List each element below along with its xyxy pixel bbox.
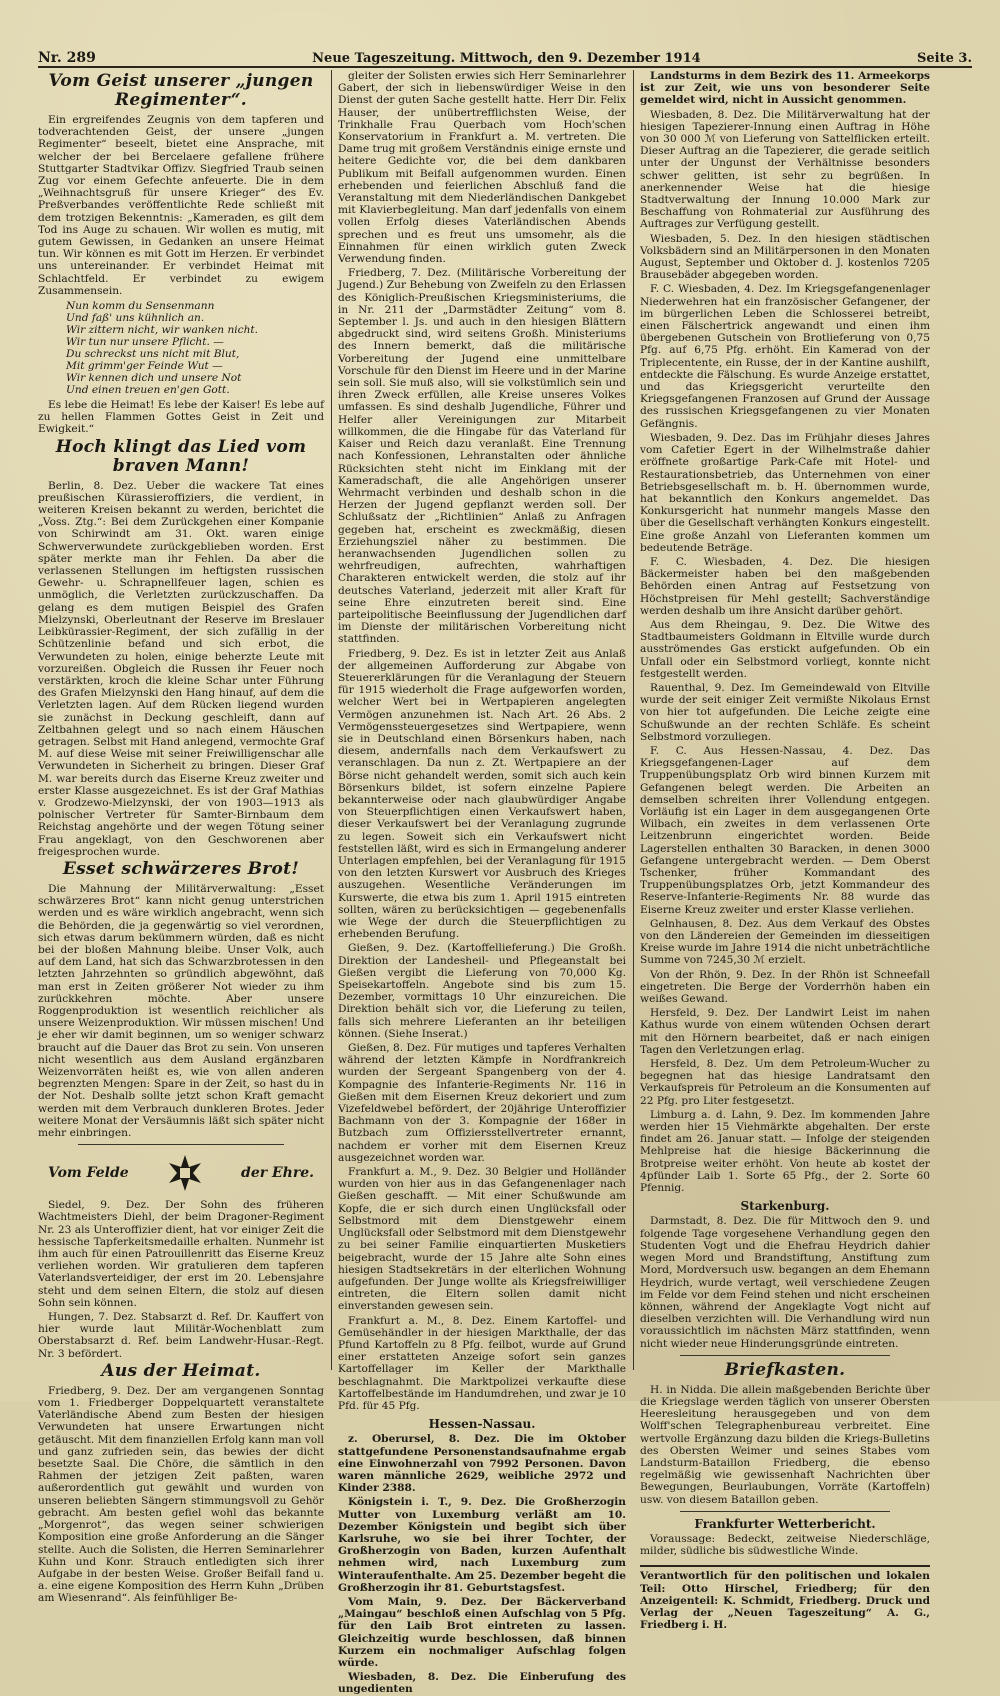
article-paragraph: z. Oberursel, 8. Dez. Die im Oktober stattgefundene Personenstandsaufnahme ergab eine Einwohnerzahl von 7992 Personen. Davon waren männliche 2629, weibliche 2972 und Kinder 2388.: [338, 1433, 626, 1495]
article-paragraph: Rauenthal, 9. Dez. Im Gemeindewald von Eltville wurde der seit einiger Zeit vermißte Nikolaus Ernst von hier tot aufgefunden. Die Leiche zeigte eine Schußwunde an der rechten Schläfe. Es scheint Selbstmord vorzuliegen.: [640, 681, 930, 743]
article-paragraph: Berlin, 8. Dez. Ueber die wackere Tat eines preußischen Kürassieroffiziers, die verdient, in weiteren Kreisen bekannt zu werden, berichtet die „Voss. Ztg.“: Bei dem Zurückgehen einer Kompanie von Schirwindt am 31. Okt. waren einige Schwerverwundete zurückgeblieben worden. Erst später merkte man ihr Fehlen. Da aber die verlassenen Stellungen im heftigsten russischen Gewehr- u. Schrapnellfeuer lagen, schien es unmöglich, die Verletzten zurückzuschaffen. Da gelang es dem mutigen Beispiel des Grafen Mielzynski, Oberleutnant der Reserve im Breslauer Leibkürassier-Regiment, der sich zufällig in der Schützenlinie befand und sich erbot, die Verwundeten zu holen, einige beherzte Leute mit vorzureißen. Obgleich die Russen ihr Feuer noch verstärkten, kroch die kleine Schar unter Führung des Grafen Mielzynski den Hang hinauf, auf dem die Verletzten lagen. Auf dem Rücken liegend wurden sie zunächst in Deckung geschleift, dann auf Zeltbahnen gelegt und so nach einem Häuschen getragen. Selbst mit Hand anlegend, vermochte Graf M. auf diese Weise mit seiner Freiwilligenschar alle Verwundeten in Sicherheit zu bringen. Dieser Graf M. war bereits durch das Eiserne Kreuz zweiter und erster Klasse ausgezeichnet. Es ist der Graf Mathias v. Grodzewo-Mielzynski, der von 1903—1913 als polnischer Vertreter für Samter-Birnbaum dem Reichstag angehörte und der wegen Tötung seiner Frau angeklagt, von den Geschworenen aber freigesprochen wurde.: [38, 479, 324, 858]
poem-line: Wir tun nur unsere Pflicht. —: [66, 336, 224, 349]
poem-line: Nun komm du Sensenmann: [66, 300, 215, 313]
article-paragraph: Aus dem Rheingau, 9. Dez. Die Witwe des Stadtbaumeisters Goldmann in Eltville wurde durch ausströmendes Gas erstickt aufgefunden. Ob ein Unfall oder ein Selbstmord vorliegt, konnte nicht festgestellt werden.: [640, 618, 930, 680]
article-paragraph: Hungen, 7. Dez. Stabsarzt d. Ref. Dr. Kauffert von hier wurde laut Militär-Wochenblatt zum Oberstabsarzt d. Ref. beim Landwehr-Husar.-Regt. Nr. 3 befördert.: [38, 1311, 324, 1360]
section-heading-starkenburg: Starkenburg.: [740, 1199, 830, 1214]
article-paragraph: Hersfeld, 8. Dez. Um dem Petroleum-Wucher zu begegnen hat das hiesige Landratsamt den Verkaufspreis für Petroleum an die Konsumenten auf 22 Pfg. pro Liter festgesetzt.: [640, 1058, 930, 1107]
section-header-right: der Ehre.: [241, 1165, 314, 1182]
article-paragraph: Gießen, 8. Dez. Für mutiges und tapferes Verhalten während der letzten Kämpfe in Nordfrankreich wurden der Sergeant Spangenberg von der 4. Kompagnie des Infanterie-Regiments Nr. 116 in Gießen mit dem Eisernen Kreuz dekoriert und zum Vizefeldwebel befördert, der 20jährige Unteroffizier Bachmann von der 3. Kompagnie der 168er in Butzbach zum Offiziersstellvertreter ernannt, nachdem er vorher mit dem Eisernen Kreuz ausgezeichnet worden war.: [338, 1042, 626, 1164]
divider: [680, 1511, 890, 1512]
headline-geist: Vom Geist unserer „jungen Regimenter“.: [48, 71, 314, 110]
iron-cross-icon: [165, 1153, 205, 1193]
article-paragraph: Königstein i. T., 9. Dez. Die Großherzogin Mutter von Luxemburg verläßt am 10. Dezember Königstein und begibt sich über Karlsruhe, wo sie bei ihrer Tochter, der Großherzogin von Baden, kurzen Aufenthalt nehmen wird, nach Luxemburg zum Winteraufenthalte. Am 25. Dezember begeht die Großherzogin ihr 81. Geburtstagsfest.: [338, 1496, 627, 1594]
article-paragraph: Friedberg, 7. Dez. (Militärische Vorbereitung der Jugend.) Zur Behebung von Zweifeln zu den Erlassen des Königlich-Preußischen Kriegsministeriums, die in Nr. 211 der „Darmstädter Zeitung“ vom 8. September l. Js. und auch in den hiesigen Blättern abgedruckt sind, wird seitens Großh. Ministeriums des Innern bemerkt, daß die militärische Vorbereitung der Jugend eine unmittelbare Vorschule für den Dienst im Heere und in der Marine sein soll. Sie muß also, will sie volkstümlich sein und ihren Zweck erfüllen, alle Kreise unseres Volkes umfassen. Es sind deshalb Jugendliche, Führer und Helfer aller Vereinigungen zur Mitarbeit willkommen, die die Hingabe für das Vaterland für Kaiser und Reich dazu veranlaßt. Eine Trennung nach Konfessionen, Lehranstalten oder ähnliche Rücksichten steht nicht im Einklang mit der Kameradschaft, die alle Angehörigen unserer Wehrmacht verbinden und deshalb schon in die Herzen der Jugend gepflanzt werden soll. Der Schlußsatz der „Richtlinien“ Anlaß zu Anfragen gegeben hat, erscheint es zweckmäßig, diesen Erziehungsziel näher zu bestimmen. Die heranwachsenden Jugendlichen sollen zu wehrfreudigen, aufrechten, wahrhaftigen Charakteren entwickelt werden, die stolz auf ihr deutsches Vaterland, jederzeit mit aller Kraft für seine Ehre einzutreten bereit sind. Eine parteipolitische Beeinflussung der Jugendlichen darf im Dienste der militärischen Vorbereitung nicht stattfinden.: [338, 267, 626, 646]
article-paragraph: Ein ergreifendes Zeugnis von dem tapferen und todverachtenden Geist, der unsere „jungen Regimenter“ beseelt, bietet eine Ansprache, mit welcher der bei Bercelaere gefallene frühere Stuttgarter Stadtvikar Offizv. Siegfried Traub seinen Zug vor einem Gefechte anfeuerte. Die in dem „Weihnachtsgruß für unsere Krieger“ des Ev. Preßverbandes veröffentlichte Rede schließt mit dem trotzigen Bekenntnis: „Kameraden, es gilt dem Tod ins Auge zu schauen. Wir wollen es mutig, mit gutem Gewissen, in Gedanken an unsere Heimat tun. Wir können es mit Gott im Herzen. Er verbindet uns untereinander. Er verbindet Heimat mit Schlachtfeld. Er verbindet zu ewigem Zusammensein.: [38, 114, 324, 297]
headline-briefkasten: Briefkasten.: [724, 1359, 846, 1380]
column-1: [38, 70, 324, 1605]
article-paragraph: Von der Rhön, 9. Dez. In der Rhön ist Schneefall eingetreten. Die Berge der Vorderrhön haben ein weißes Gewand.: [640, 968, 930, 1006]
article-paragraph: F. C. Aus Hessen-Nassau, 4. Dez. Das Kriegsgefangenen-Lager auf dem Truppenübungsplatz Orb wird binnen Kurzem mit Gefangenen belegt werden. Die Arbeiten an demselben schreiten ihrer Vollendung entgegen. Vorläufig ist ein Lager in dem ausgegangenen Orte Wilbach, ein zweites in dem verlassenen Orte Leitzenbrunn eingerichtet worden. Beide Lagerstellen enthalten 30 Baracken, in denen 3000 Gefangene untergebracht werden. — Dem Oberst Tschenker, früher Kommandant des Truppenübungsplatzes Orb, jetzt Kommandeur des Reserve-Infanterie-Regiments Nr. 88 wurde das Eiserne Kreuz zweiter und erster Klasse verliehen.: [640, 744, 930, 916]
divider: [78, 1144, 284, 1145]
poem-line: Und faß' uns kühnlich an.: [66, 312, 205, 325]
section-heading-wetterbericht: Frankfurter Wetterbericht.: [694, 1516, 876, 1531]
poem: [66, 300, 324, 396]
article-paragraph: Wiesbaden, 9. Dez. Das im Frühjahr dieses Jahres vom Cafetier Egert in der Wilhelmstraße dahier eröffnete großartige Park-Cafe mit Hotel- und Restaurationsbetrieb, das Unternehmen von einer Betriebsgesellschaft m. b. H. übernommen wurde, hat bekanntlich den Konkurs angemeldet. Das Konkursgericht hat nunmehr mangels Masse den über die Gesellschaft verhängten Konkurs eingestellt. Eine große Anzahl von Lieferanten kommen um bedeutende Beträge.: [640, 431, 930, 554]
article-paragraph: Hersfeld, 9. Dez. Der Landwirt Leist im nahen Kathus wurde von einem wütenden Ochsen derart mit den Hörnern bearbeitet, daß er nach einigen Tagen den Verletzungen erlag.: [640, 1007, 930, 1056]
section-heading-hessen-nassau: Hessen-Nassau.: [428, 1417, 536, 1432]
headline-brot: Esset schwärzeres Brot!: [62, 858, 300, 879]
section-header-felde: [48, 1153, 314, 1193]
poem-line: Du schreckst uns nicht mit Blut,: [66, 348, 240, 361]
article-paragraph: Die Mahnung der Militärverwaltung: „Esset schwärzeres Brot“ kann nicht genug unterstrichen werden und es wäre wirklich angebracht, wenn sich die Behörden, die ja gegenwärtig so viel verordnen, sich etwas darum bekümmern würden, daß es nicht bei der bloßen Mahnung bleibe. Unser Volk, auch auf dem Land, hat sich das Schwarzbrotessen in den letzten Jahrzehnten so gründlich abgewöhnt, daß man erst in Zeiten größerer Not wieder zu ihm zurückkehren möchte. Aber unsere Roggenproduktion ist wesentlich reichlicher als unsere Weizenproduktion. Wir müssen mischen! Und je eher wir damit beginnen, um so weniger schwarz braucht auf die Dauer das Brot zu sein. Von unseren nicht wesentlich aus dem Ausland ergänzbaren Weizenvorräten heißt es, wie von allen anderen begrenzten Mengen: Spare in der Zeit, so hast du in der Not. Deshalb sollte jetzt schon Kraft gemacht werden mit dem Verbrauch dunkleren Brotes. Jeder weitere Monat der Versäumnis läßt sich später nicht mehr einbringen.: [38, 882, 324, 1140]
column-3: [640, 70, 930, 1632]
divider: [680, 1355, 890, 1356]
article-paragraph: Landsturms in dem Bezirk des 11. Armeekorps ist zur Zeit, wie uns von besonderer Seite gemeldet wird, nicht in Aussicht genommen.: [640, 70, 930, 107]
article-paragraph: Siedel, 9. Dez. Der Sohn des früheren Wachtmeisters Diehl, der beim Dragoner-Regiment Nr. 23 als Unteroffizier dient, hat vor einiger Zeit die hessische Tapferkeitsmedaille erhalten. Nunmehr ist ihm auch für einen Patrouillenritt das Eiserne Kreuz verliehen worden. Wir gratulieren dem tapferen Vaterlandsverteidiger, der erst im 20. Lebensjahre steht und dem seinen Eltern, die stolz auf diesen Sohn sein können.: [38, 1199, 324, 1309]
section-header-left: Vom Felde: [48, 1165, 129, 1182]
article-paragraph: Darmstadt, 8. Dez. Die für Mittwoch den 9. und folgende Tage vorgesehene Verhandlung gegen den Studenten Vogt und die Ehefrau Heydrich dahier wegen Mord und Brandstiftung, Anstiftung zum Mord, Mordversuch usw. begangen an dem Ehemann Heydrich, wurde vertagt, weil verschiedene Zeugen im Felde vor dem Feind stehen und nicht erscheinen können, während der Angeklagte Vogt nicht auf dieselben verzichten will. Die Verhandlung wird nun voraussichtlich im nächsten März stattfinden, wenn nicht wieder neue Hinderungsgründe eintreten.: [640, 1215, 930, 1350]
column-2: [338, 70, 627, 1696]
article-paragraph: Friedberg, 9. Dez. Es ist in letzter Zeit aus Anlaß der allgemeinen Aufforderung zur Abgabe von Steuererklärungen für die Veranlagung der Steuern für 1915 wiederholt die Frage aufgeworfen worden, welcher Wert bei in Wertpapieren angelegten Vermögen anzunehmen ist. Nach Art. 26 Abs. 2 Vermögenssteuergesetzes sind Wertpapiere, wenn sie in Deutschland einen Börsenkurs haben, nach diesem, andernfalls nach dem Verkaufswert zu veranschlagen. Da nun z. Zt. Wertpapiere an der Börse nicht gehandelt werden, somit sich auch kein Börsenkurs bildet, ist sofern einzelne Papiere bekannterweise oder nach glaubwürdiger Angabe von Steuerpflichtigen einen Verkaufswert haben, dieser Verkaufswert bei der Veranlagung zugrunde zu legen. Soweit sich ein Verkaufswert nicht feststellen läßt, wird es sich in Ermangelung anderer Unterlagen empfehlen, bei der Veranlagung für 1915 von den letzten Kurswert vor Ausbruch des Krieges auszugehen. Wesentliche Veränderungen im Kurswerte, die etwa bis zum 1. April 1915 eintreten sollten, wären zu berücksichtigen — gegebenenfalls wie Wege der durch die Steuerpflichtigen zu erhebenden Berufung.: [338, 647, 626, 941]
article-paragraph: F. C. Wiesbaden, 4. Dez. Die hiesigen Bäckermeister haben bei den maßgebenden Behörden einen Antrag auf Festsetzung von Höchstpreisen für Mehl gestellt; Sachverständige werden deshalb um ihre Ansicht darüber gehört.: [640, 555, 930, 617]
article-paragraph: Gelnhausen, 8. Dez. Aus dem Verkauf des Obstes von den Ländereien der Gemeinden im diesseitigen Kreise wurde im Jahre 1914 die nicht unbeträchtliche Summe von 7245,30 ℳ erzielt.: [640, 917, 930, 967]
poem-line: Und einen treuen en'gen Gott.: [66, 384, 230, 397]
article-paragraph: Vom Main, 9. Dez. Der Bäckerverband „Maingau“ beschloß einen Aufschlag von 5 Pfg. für den Laib Brot eintreten zu lassen. Gleichzeitig wurde beschlossen, daß binnen Kurzem ein nochmaliger Aufschlag folgen würde.: [338, 1595, 626, 1669]
article-paragraph: Frankfurt a. M., 9. Dez. 30 Belgier und Holländer wurden von hier aus in das Gefangenenlager nach Gießen geschafft. — Mit einer Schußwunde am Kopfe, die er sich durch einen Unglücksfall oder Selbstmord mit dem Dienstgewehr einem Unglücksfall oder Selbstmord mit dem Dienstgewehr zu bei seiner Familie einquartierten Musketiers beigebracht, wurde der 15 Jahre alte Sohn eines hiesigen Stadtsekretärs in der elterlichen Wohnung aufgefunden. Der Junge wollte als Kriegsfreiwilliger eintreten, die Eltern sollen damit nicht einverstanden gewesen sein.: [338, 1166, 626, 1313]
article-paragraph: Gießen, 9. Dez. (Kartoffellieferung.) Die Großh. Direktion der Landesheil- und Pflegeanstalt bei Gießen vergibt die Lieferung von 70,000 Kg. Speisekartoffeln. Angebote sind bis zum 15. Dezember, vormittags 10 Uhr einzureichen. Die Direktion behält sich vor, die Lieferung zu teilen, falls sich mehrere Lieferanten an ihr beteiligen können. (Siehe Inserat.): [338, 942, 626, 1040]
article-paragraph: Wiesbaden, 8. Dez. Die Einberufung des ungedienten: [338, 1671, 626, 1696]
poem-line: Wir kennen dich und unsere Not: [66, 372, 242, 385]
article-paragraph: gleiter der Solisten erwies sich Herr Seminarlehrer Gabert, der sich in liebenswürdiger Weise in den Dienst der guten Sache gestellt hatte. Herr Dir. Felix Hauser, der unübertrefflichsten Weise, der Trinkhalle Frau Querbach vom Hoch'schen Konservatorium in Frankfurt a. M. vertreten. Die Dame trug mit großem Verständnis einige ernste und heitere Gedichte vor, die bei dem dankbaren Publikum mit Beifall aufgenommen wurden. Einen erhebenden und feierlichen Abschluß fand die Veranstaltung mit dem Niederländischen Dankgebet mit Klavierbegleitung. Man darf jedenfalls von einem vollen Erfolg dieses Vaterländischen Abends sprechen und es freut uns umsomehr, als die Einnahmen für einen wirklich guten Zweck Verwendung finden.: [338, 70, 626, 266]
article-paragraph: F. C. Wiesbaden, 4. Dez. Im Kriegsgefangenenlager Niederwehren hat ein französischer Gefangener, der im bürgerlichen Leben die Schlosserei betreibt, einen Fälschertrick angewandt und einen ihm übergebenen Gutschein von Brotlieferung von 0,75 Pfg. auf 6,75 Pfg. erhöht. Ein Kamerad von der Triplecentente, ein Russe, der in der Kantine aushilft, entdeckte die Fälschung. Es wurde Anzeige erstattet, und das Kriegsgericht verurteilte den Kriegsgefangenen Franzosen auf Grund der Aussage des russischen Kriegsgefangenen zu vier Monaten Gefängnis.: [640, 283, 930, 430]
headline-heimat: Aus der Heimat.: [101, 1360, 261, 1381]
article-paragraph: Wiesbaden, 5. Dez. In den hiesigen städtischen Volksbädern sind an Militärpersonen in den Monaten August, September und Oktober d. J. kostenlos 7205 Brausebäder abgegeben worden.: [640, 232, 930, 282]
page-number: Seite 3.: [917, 51, 972, 66]
column-rule: [633, 70, 634, 1370]
column-rule: [331, 70, 332, 1370]
issue-number: Nr. 289: [38, 50, 96, 66]
article-paragraph: Friedberg, 9. Dez. Der am vergangenen Sonntag vom 1. Friedberger Doppelquartett veranstaltete Vaterländische Abend zum Besten der hiesigen Verwundeten hat unsere Erwartungen nicht getäuscht. Mit dem finanziellen Erfolg kann man voll und ganz zufrieden sein, das bewies der dicht besetzte Saal. Die Chöre, die sämtlich in den Rahmen der jetzigen Zeit paßten, waren außerordentlich gut gewählt und wurden von unseren beliebten Sängern stimmungsvoll zu Gehör gebracht. Am besten gefiel wohl das bekannte „Morgenrot“, das wegen seiner schwierigen Komposition eine große Anforderung an die Sänger stellte. Auch die Solisten, die Herren Seminarlehrer Kuhn und Konr. Strauch entledigten sich ihrer Aufgabe in der besten Weise. Großer Beifall fand u. a. eine eigene Komposition des Herrn Kuhn „Drüben am Wiesenrand“. Als feinfühliger Be-: [38, 1384, 324, 1605]
headline-lied: Hoch klingt das Lied vom braven Mann!: [55, 436, 307, 476]
article-paragraph: H. in Nidda. Die allein maßgebenden Berichte über die Kriegslage werden täglich von unserer Obersten Heeresleitung herausgegeben und von dem Wolff'schen Telegraphenbureau verbreitet. Eine wertvolle Ergänzung dazu bilden die Kriegs-Bulletins des Obersten Weimer und seines Stabes vom Landsturm-Bataillon Friedberg, die ebenso regelmäßig wie gewissenhaft Nachrichten über Bewegungen, Beurlaubungen, Vorräte (Kartoffeln) usw. von diesem Bataillon geben.: [640, 1383, 930, 1506]
weather-forecast: Voraussage: Bedeckt, zeitweise Niederschläge, milder, südliche bis südwestliche Winde.: [640, 1532, 930, 1558]
imprint: Verantwortlich für den politischen und lokalen Teil: Otto Hirschel, Friedberg; für den Anzeigenteil: K. Schmidt, Friedberg. Druck und Verlag der „Neuen Tageszeitung“ A. G., Friedberg i. H.: [640, 1565, 930, 1631]
masthead: [38, 42, 972, 68]
article-paragraph: Es lebe die Heimat! Es lebe der Kaiser! Es lebe auf zu hellen Flammen Gottes Geist in Zeit und Ewigkeit.“: [38, 399, 324, 436]
article-paragraph: Frankfurt a. M., 8. Dez. Einem Kartoffel- und Gemüsehändler in der hiesigen Markthalle, der das Pfund Kartoffeln zu 8 Pfg. feilbot, wurde auf Grund einer erstatteten Anzeige sofort sein ganzes Kartoffellager im Keller der Markthalle beschlagnahmt. Die Marktpolizei verkaufte diese Kartoffelbestände im Handumdrehen, und zwar je 10 Pfd. für 45 Pfg.: [338, 1314, 626, 1412]
masthead-title: Neue Tageszeitung. Mittwoch, den 9. Dezember 1914: [312, 51, 701, 66]
article-paragraph: Limburg a. d. Lahn, 9. Dez. Im kommenden Jahre werden hier 15 Viehmärkte abgehalten. Der erste findet am 26. Januar statt. — Infolge der steigenden Mehlpreise hat die hiesige Bäckerinnung die Brotpreise weiter erhöht. Von heute ab kostet der 4pfünder Laib 1. Sorte 65 Pfg., der 2. Sorte 60 Pfennig.: [640, 1108, 930, 1195]
article-paragraph: Wiesbaden, 8. Dez. Die Militärverwaltung hat der hiesigen Tapezierer-Innung einen Auftrag in Höhe von 30 000 ℳ von Lieferung von Sattelflicken erteilt. Dieser Auftrag an die Tapezierer, die gerade seitlich unter der Ungunst der Verhältnisse besonders schwer gelitten, ist sehr zu begrüßen. In anerkennender Weise hat die hiesige Stadtverwaltung der Innung 10.000 Mark zur Beschaffung von Rohmaterial zur Ausführung des Auftrages zur Verfügung gestellt.: [640, 108, 930, 231]
poem-line: Mit grimm'ger Feinde Wut —: [66, 360, 223, 373]
poem-line: Wir zittern nicht, wir wanken nicht.: [66, 324, 259, 337]
